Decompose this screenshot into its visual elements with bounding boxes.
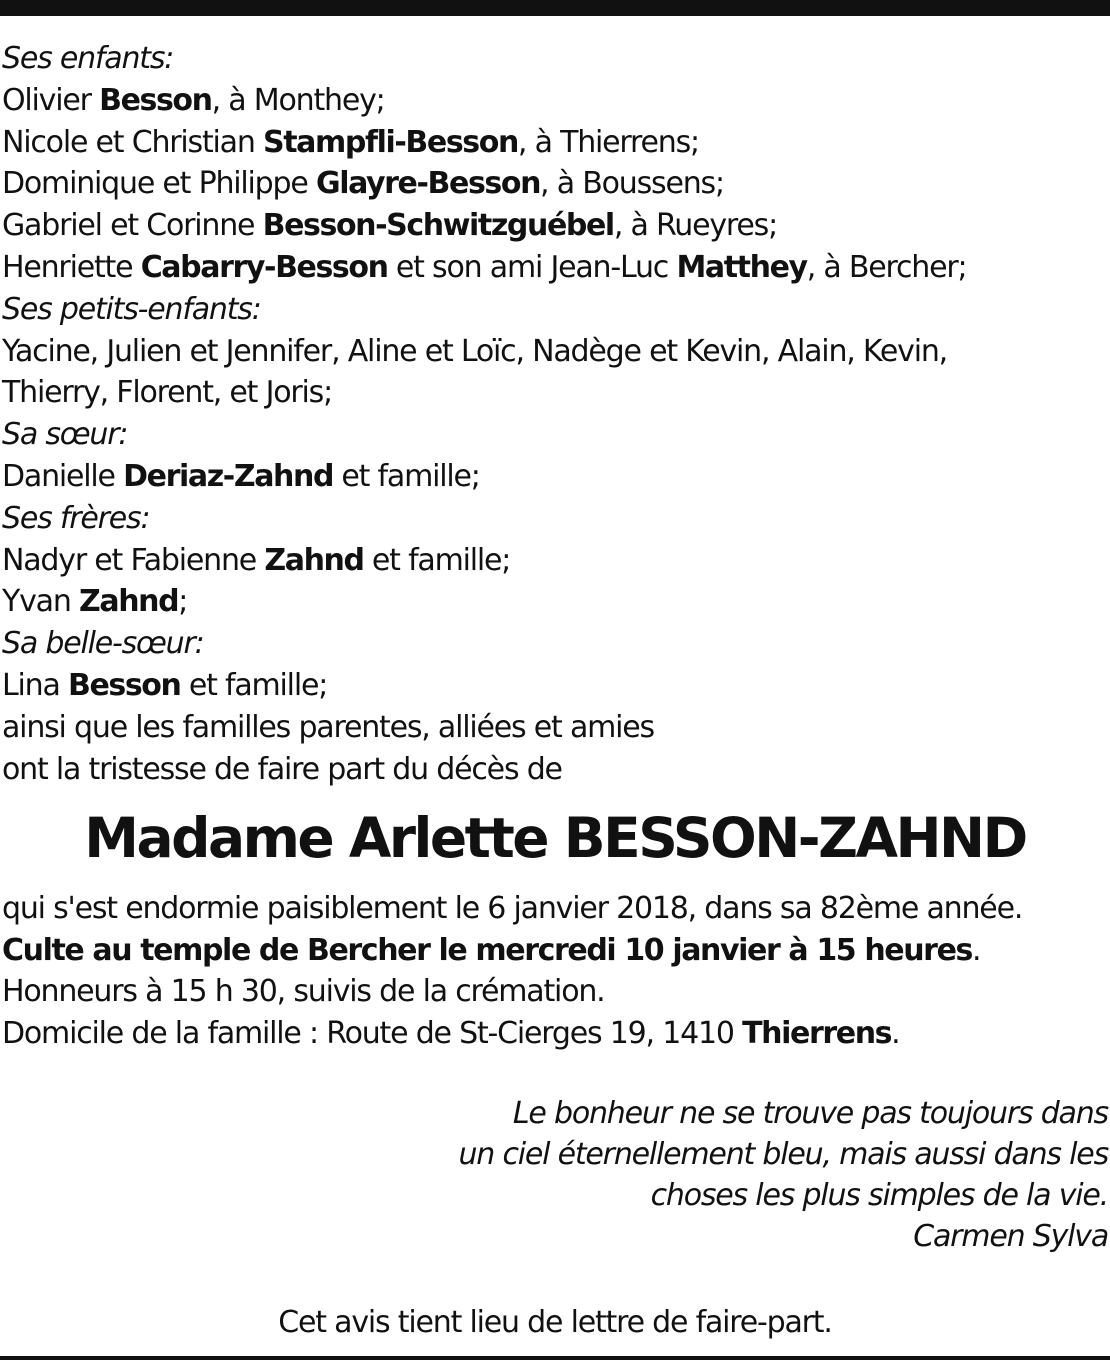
brother-line (2, 581, 1108, 623)
grandchildren-line: Thierry, Florent, et Joris; (2, 375, 332, 411)
sister-line (2, 456, 1108, 498)
quote-line: Le bonheur ne se trouve pas toujours dans (512, 1096, 1108, 1131)
bottom-border-rule (0, 1356, 1110, 1360)
child-family-name: Besson (99, 82, 212, 118)
quote-line: un ciel éternellement bleu, mais aussi dans les (458, 1137, 1108, 1172)
brother-line (2, 540, 1108, 582)
children-heading: Ses enfants: (2, 41, 174, 76)
honours-line: Honneurs à 15 h 30, suivis de la crémation. (2, 974, 605, 1009)
child-line (2, 247, 1108, 289)
child-partner-text: et son ami Jean-Luc (387, 249, 677, 285)
brother-suffix: et famille; (363, 542, 511, 578)
quote-block (308, 1093, 1108, 1257)
child-family-name: Stampfli-Besson (263, 124, 518, 160)
sister-in-law-family-name: Besson (67, 667, 181, 703)
domicile-period: . (891, 1015, 900, 1051)
child-first-names: Henriette (2, 249, 141, 285)
brother-first-names: Yvan (2, 584, 80, 620)
brother-first-names: Nadyr et Fabienne (2, 542, 265, 578)
sister-heading: Sa sœur: (2, 417, 128, 453)
sister-suffix: et famille; (333, 458, 480, 494)
footer-note: Cet avis tient lieu de lettre de faire-part. (278, 1305, 832, 1340)
quote-line: choses les plus simples de la vie. (650, 1178, 1108, 1213)
closing-line: ont la tristesse de faire part du décès de (2, 751, 562, 787)
deceased-name-title: Madame Arlette BESSON-ZAHND (84, 806, 1026, 870)
child-first-names: Olivier (2, 82, 100, 118)
sister-in-law-suffix: et famille; (180, 667, 328, 703)
sister-in-law-first-name: Lina (2, 667, 68, 703)
partner-family-name: Matthey (676, 249, 807, 285)
brother-family-name: Zahnd (79, 584, 179, 620)
child-location: , à Boussens; (540, 166, 724, 202)
sister-in-law-line (2, 665, 1108, 707)
top-border-rule (0, 0, 1110, 16)
sister-in-law-heading: Sa belle-sœur: (2, 626, 204, 662)
child-line (2, 205, 1108, 247)
child-family-name: Cabarry-Besson (140, 249, 388, 285)
service-period: . (971, 932, 981, 968)
sister-first-name: Danielle (2, 458, 124, 494)
child-location: , à Bercher; (806, 249, 967, 285)
family-list (2, 38, 1108, 790)
brother-suffix: ; (178, 584, 188, 620)
closing-line: ainsi que les familles parentes, alliées et amies (2, 709, 654, 745)
child-location: , à Rueyres; (613, 208, 777, 244)
grandchildren-line: Yacine, Julien et Jennifer, Aline et Loïc, Nadège et Kevin, Alain, Kevin, (2, 333, 947, 369)
child-first-names: Gabriel et Corinne (2, 208, 263, 244)
domicile-line (2, 1013, 1108, 1055)
service-line (2, 930, 1108, 972)
brother-family-name: Zahnd (264, 542, 364, 578)
child-family-name: Besson-Schwitzguébel (262, 208, 614, 244)
grandchildren-heading: Ses petits-enfants: (2, 291, 261, 327)
child-line (2, 80, 1108, 122)
domicile-place: Thierrens (742, 1015, 892, 1051)
child-line (2, 122, 1108, 164)
brothers-heading: Ses frères: (2, 500, 150, 536)
quote-author: Carmen Sylva (913, 1219, 1108, 1254)
passing-line: qui s'est endormie paisiblement le 6 janvier 2018, dans sa 82ème année. (2, 891, 1023, 926)
sister-family-name: Deriaz-Zahnd (123, 458, 334, 494)
child-location: , à Monthey; (211, 82, 385, 118)
service-text: Culte au temple de Bercher le mercredi 10 janvier à 15 heures (2, 932, 972, 968)
child-first-names: Dominique et Philippe (2, 166, 316, 202)
funeral-details (2, 888, 1108, 1054)
child-first-names: Nicole et Christian (2, 124, 264, 160)
child-location: , à Thierrens; (517, 124, 699, 160)
child-line (2, 163, 1108, 205)
domicile-address: Domicile de la famille : Route de St-Cierges 19, 1410 (2, 1015, 743, 1051)
child-family-name: Glayre-Besson (315, 166, 541, 202)
